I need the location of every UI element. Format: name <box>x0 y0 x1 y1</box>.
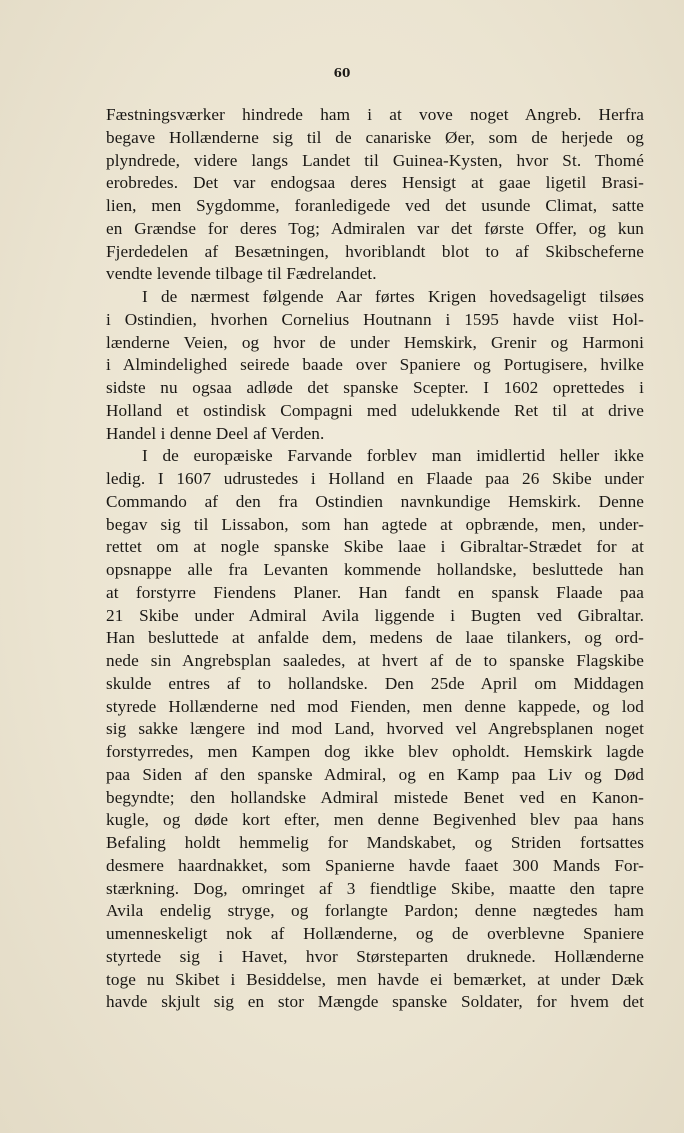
text-line: begave Hollænderne sig til de canariske Øer, som de herjede og <box>106 127 644 147</box>
text-line: i Almindelighed seirede baade over Spaniere og Portugisere, hvilke <box>106 355 644 375</box>
text-line: Avila endelig stryge, og forlangte Pardon; denne nægtedes ham <box>106 901 644 921</box>
body-text <box>106 104 644 1014</box>
text-line: sidste nu ogsaa adløde det spanske Scepter. I 1602 oprettedes i <box>106 378 644 397</box>
text-line: forstyrredes, men Kampen dog ikke blev opholdt. Hemskirk lagde <box>106 742 644 761</box>
text-line: Fjerdedelen af Besætningen, hvoriblandt blot to af Skibscheferne <box>106 241 644 261</box>
text-line: plyndrede, videre langs Landet til Guinea-Kysten, hvor St. Thomé <box>106 150 644 170</box>
text-line: I de nærmest følgende Aar førtes Krigen hovedsageligt tilsøes <box>142 287 644 306</box>
text-line: styrtede sig i Havet, hvor Størsteparten druknede. Hollænderne <box>106 946 644 966</box>
text-line: desmere haardnakket, som Spanierne havde faaet 300 Mands For- <box>106 855 644 875</box>
text-line: 21 Skibe under Admiral Avila liggende i Bugten ved Gibraltar. <box>106 605 644 625</box>
text-line: skulde entres af to hollandske. Den 25de April om Middagen <box>106 673 644 693</box>
text-line: vendte levende tilbage til Fædrelandet. <box>106 264 377 284</box>
text-line: opsnappe alle fra Levanten kommende hollandske, besluttede han <box>106 560 644 579</box>
text-line: styrede Hollænderne ned mod Fienden, men denne kappede, og lod <box>106 696 644 716</box>
text-line: sig sakke længere ind mod Land, hvorved vel Angrebsplanen noget <box>106 719 644 739</box>
text-line: Commando af den fra Ostindien navnkundige Hemskirk. Denne <box>106 491 644 511</box>
text-line: lien, men Sygdomme, foranledigede ved det usunde Climat, satte <box>106 196 644 215</box>
text-line: Han besluttede at anfalde dem, medens de laae tilankers, og ord- <box>106 628 644 648</box>
text-line: I de europæiske Farvande forblev man imidlertid heller ikke <box>142 446 644 466</box>
text-line: en Grændse for deres Tog; Admiralen var det første Offer, og kun <box>106 218 644 238</box>
text-line: Fæstningsværker hindrede ham i at vove noget Angreb. Herfra <box>106 105 644 124</box>
text-line: begyndte; den hollandske Admiral mistede Benet ved en Kanon- <box>106 787 644 807</box>
text-line: at forstyrre Fiendens Planer. Han fandt en spansk Flaade paa <box>106 582 644 602</box>
text-line: umenneskeligt nok af Hollænderne, og de overblevne Spaniere <box>106 924 644 943</box>
text-line: ledig. I 1607 udrustedes i Holland en Flaade paa 26 Skibe under <box>106 469 644 488</box>
text-line: toge nu Skibet i Besiddelse, men havde ei bemærket, at under Dæk <box>106 969 644 989</box>
text-line: paa Siden af den spanske Admiral, og en Kamp paa Liv og Død <box>106 764 644 784</box>
text-line: kugle, og døde kort efter, men denne Begivenhed blev paa hans <box>106 810 644 830</box>
text-line: Holland et ostindisk Compagni med udelukkende Ret til at drive <box>106 400 644 420</box>
page-number: 60 <box>333 66 351 80</box>
text-line: havde skjult sig en stor Mængde spanske Soldater, for hvem det <box>106 992 644 1012</box>
text-line: nede sin Angrebsplan saaledes, at hvert af de to spanske Flagskibe <box>106 651 644 670</box>
text-line: begav sig til Lissabon, som han agtede at opbrænde, men, under- <box>106 514 644 534</box>
text-line: lænderne Veien, og hvor de under Hemskirk, Grenir og Harmoni <box>106 332 644 352</box>
text-line: Befaling holdt hemmelig for Mandskabet, og Striden fortsattes <box>106 833 644 852</box>
text-line: stærkning. Dog, omringet af 3 fiendtlige Skibe, maatte den tapre <box>106 878 644 898</box>
text-line: Handel i denne Deel af Verden. <box>106 423 325 443</box>
text-line: i Ostindien, hvorhen Cornelius Houtnann i 1595 havde viist Hol- <box>106 309 644 329</box>
text-line: rettet om at nogle spanske Skibe laae i Gibraltar-Strædet for at <box>106 537 644 557</box>
text-line: erobredes. Det var endogsaa deres Hensigt at gaae ligetil Brasi- <box>106 173 644 193</box>
